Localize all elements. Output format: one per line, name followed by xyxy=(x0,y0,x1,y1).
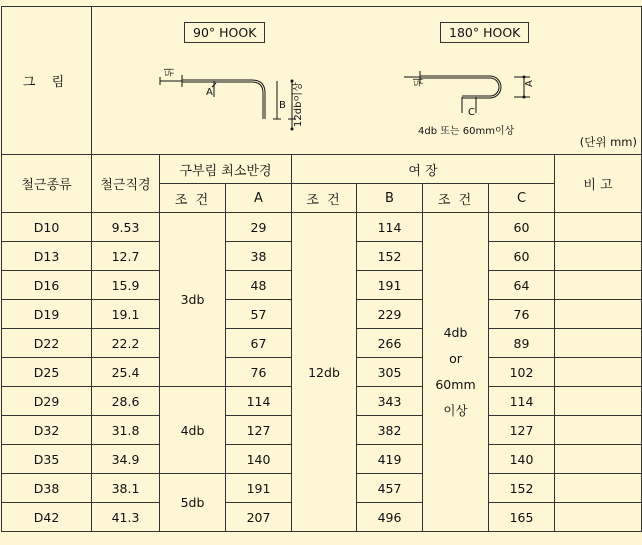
cell-type: D10 xyxy=(2,213,92,242)
hook180-title: 180° HOOK xyxy=(440,22,529,43)
cell-dia: 31.8 xyxy=(92,416,160,445)
cell-bend-4db: 4db xyxy=(160,387,226,474)
header-condition-1: 조 건 xyxy=(160,184,226,213)
cell-type: D42 xyxy=(2,503,92,532)
header-col-b: B xyxy=(357,184,423,213)
cell-b: 229 xyxy=(357,300,423,329)
cell-type: D16 xyxy=(2,271,92,300)
cell-type: D13 xyxy=(2,242,92,271)
cell-remarks xyxy=(555,358,642,387)
header-condition-2: 조 건 xyxy=(292,184,357,213)
header-extension: 여 장 xyxy=(292,155,555,184)
hook180-label-l: 뒤 xyxy=(414,77,425,87)
cell-b: 266 xyxy=(357,329,423,358)
c-condition-line1: 4db xyxy=(443,325,468,340)
cell-c: 127 xyxy=(489,416,555,445)
c-condition-line3: 60mm xyxy=(435,377,476,392)
cell-dia: 12.7 xyxy=(92,242,160,271)
hook180-note: 4db 또는 60mm이상 xyxy=(418,126,515,137)
header-rebar-diameter: 철근직경 xyxy=(92,155,160,213)
cell-c: 60 xyxy=(489,242,555,271)
cell-type: D22 xyxy=(2,329,92,358)
hook180-label-c: C xyxy=(468,107,475,118)
cell-type: D38 xyxy=(2,474,92,503)
cell-ext-12db: 12db xyxy=(292,213,357,532)
cell-dia: 41.3 xyxy=(92,503,160,532)
header-condition-3: 조 건 xyxy=(423,184,489,213)
cell-c: 60 xyxy=(489,213,555,242)
cell-b: 382 xyxy=(357,416,423,445)
cell-c: 102 xyxy=(489,358,555,387)
cell-remarks xyxy=(555,503,642,532)
cell-bend-3db: 3db xyxy=(160,213,226,387)
cell-a: 191 xyxy=(226,474,292,503)
cell-b: 152 xyxy=(357,242,423,271)
cell-type: D19 xyxy=(2,300,92,329)
cell-c: 152 xyxy=(489,474,555,503)
cell-c: 140 xyxy=(489,445,555,474)
cell-type: D29 xyxy=(2,387,92,416)
cell-type: D35 xyxy=(2,445,92,474)
cell-dia: 15.9 xyxy=(92,271,160,300)
cell-remarks xyxy=(555,474,642,503)
unit-label: (단위 mm) xyxy=(579,135,637,149)
rebar-spec-table xyxy=(1,6,642,532)
hook180-diagram xyxy=(400,61,560,121)
cell-c: 165 xyxy=(489,503,555,532)
hook90-label-a: A xyxy=(206,87,213,98)
table-row xyxy=(2,213,642,242)
hook90-label-l: 뒤 xyxy=(165,67,176,77)
cell-remarks xyxy=(555,213,642,242)
figure-label: 그 림 xyxy=(2,7,92,155)
cell-c: 76 xyxy=(489,300,555,329)
cell-type: D32 xyxy=(2,416,92,445)
cell-a: 29 xyxy=(226,213,292,242)
cell-dia: 28.6 xyxy=(92,387,160,416)
cell-b: 114 xyxy=(357,213,423,242)
header-bend-min-radius: 구부림 최소반경 xyxy=(160,155,292,184)
hook90-label-b: B xyxy=(279,100,286,111)
cell-dia: 38.1 xyxy=(92,474,160,503)
figure-cell xyxy=(92,7,642,155)
cell-c-condition xyxy=(423,213,489,532)
cell-remarks xyxy=(555,271,642,300)
cell-dia: 22.2 xyxy=(92,329,160,358)
cell-a: 67 xyxy=(226,329,292,358)
header-remarks: 비 고 xyxy=(555,155,642,213)
cell-a: 114 xyxy=(226,387,292,416)
cell-remarks xyxy=(555,445,642,474)
cell-c: 64 xyxy=(489,271,555,300)
cell-remarks xyxy=(555,300,642,329)
cell-dia: 9.53 xyxy=(92,213,160,242)
cell-a: 38 xyxy=(226,242,292,271)
cell-a: 207 xyxy=(226,503,292,532)
cell-b: 343 xyxy=(357,387,423,416)
cell-a: 127 xyxy=(226,416,292,445)
cell-b: 305 xyxy=(357,358,423,387)
hook90-diagram xyxy=(152,57,332,137)
cell-b: 496 xyxy=(357,503,423,532)
cell-dia: 19.1 xyxy=(92,300,160,329)
hook90-label-12db: 12db이상 xyxy=(293,82,304,127)
header-col-a: A xyxy=(226,184,292,213)
cell-remarks xyxy=(555,329,642,358)
cell-a: 48 xyxy=(226,271,292,300)
cell-remarks xyxy=(555,416,642,445)
header-col-c: C xyxy=(489,184,555,213)
c-condition-line4: 이상 xyxy=(443,403,468,418)
cell-dia: 34.9 xyxy=(92,445,160,474)
cell-a: 57 xyxy=(226,300,292,329)
cell-remarks xyxy=(555,387,642,416)
cell-bend-5db: 5db xyxy=(160,474,226,532)
cell-a: 140 xyxy=(226,445,292,474)
hook90-title: 90° HOOK xyxy=(184,22,265,43)
cell-c: 114 xyxy=(489,387,555,416)
cell-dia: 25.4 xyxy=(92,358,160,387)
header-rebar-type: 철근종류 xyxy=(2,155,92,213)
cell-c: 89 xyxy=(489,329,555,358)
hook180-label-a: A xyxy=(524,80,535,87)
cell-b: 457 xyxy=(357,474,423,503)
cell-a: 76 xyxy=(226,358,292,387)
cell-b: 191 xyxy=(357,271,423,300)
c-condition-line2: or xyxy=(449,351,462,366)
cell-b: 419 xyxy=(357,445,423,474)
cell-type: D25 xyxy=(2,358,92,387)
cell-remarks xyxy=(555,242,642,271)
